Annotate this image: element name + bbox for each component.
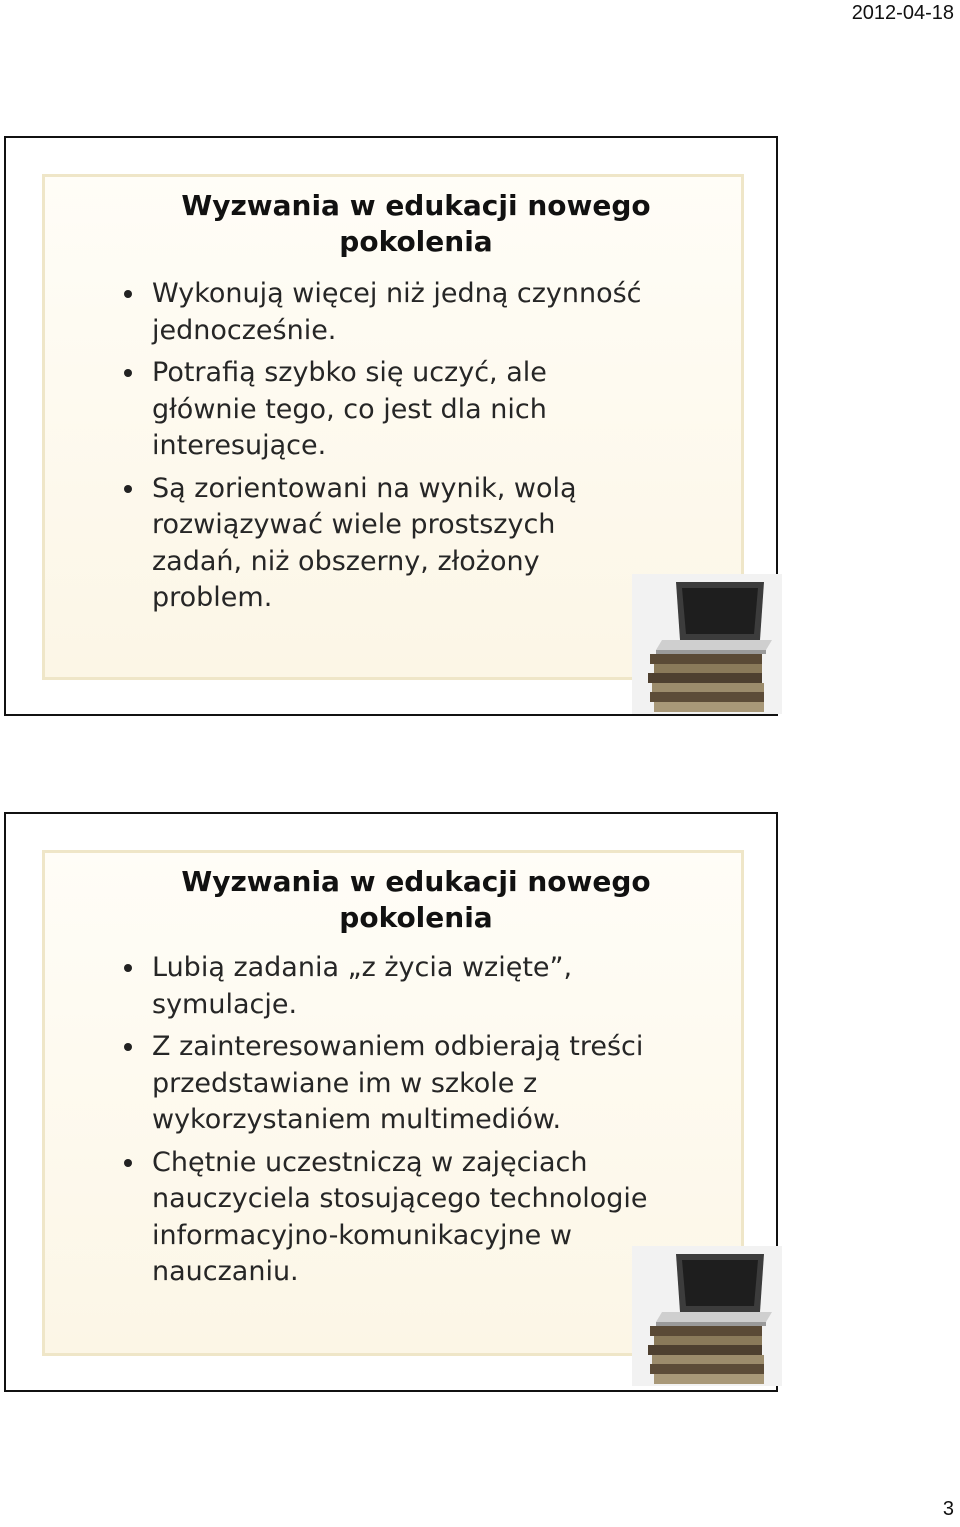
list-item-text: Z zainteresowaniem odbierają treści przedstawiane im w szkole z wykorzystaniem multimediów. [152,1031,644,1135]
laptop-on-books-icon [632,574,782,714]
bullet-icon [124,964,132,972]
page-date: 2012-04-18 [851,2,954,24]
slide-title: Wyzwania w edukacji nowego pokolenia [181,189,651,258]
list-item-text: Są zorientowani na wynik, wolą rozwiązywać wiele prostszych zadań, niż obszerny, złożony problem. [152,472,577,613]
list-item [124,355,644,465]
slide-2 [4,812,778,1392]
bullet-icon [124,369,132,377]
list-item-text: Chętnie uczestniczą w zajęciach nauczyciela stosującego technologie informacyjno-komunikacyjne w nauczaniu. [152,1146,648,1287]
list-item [124,950,724,1023]
page-number: 3 [942,1498,954,1520]
bullet-icon [124,1043,132,1051]
list-item-text: Lubią zadania „z życia wzięte”, symulacje. [152,952,573,1020]
laptop-on-books-icon [632,1246,782,1386]
list-item [124,1029,724,1139]
bullet-list [124,950,724,1297]
list-item-text: Potrafią szybko się uczyć, ale głównie tego, co jest dla nich interesujące. [152,357,547,461]
list-item [124,471,644,617]
list-item [124,276,644,349]
bullet-icon [124,290,132,298]
bullet-icon [124,1159,132,1167]
bullet-list [124,276,644,623]
slide-title: Wyzwania w edukacji nowego pokolenia [181,865,651,934]
bullet-icon [124,485,132,493]
list-item-text: Wykonują więcej niż jedną czynność jednocześnie. [152,278,642,346]
slide-1 [4,136,778,716]
